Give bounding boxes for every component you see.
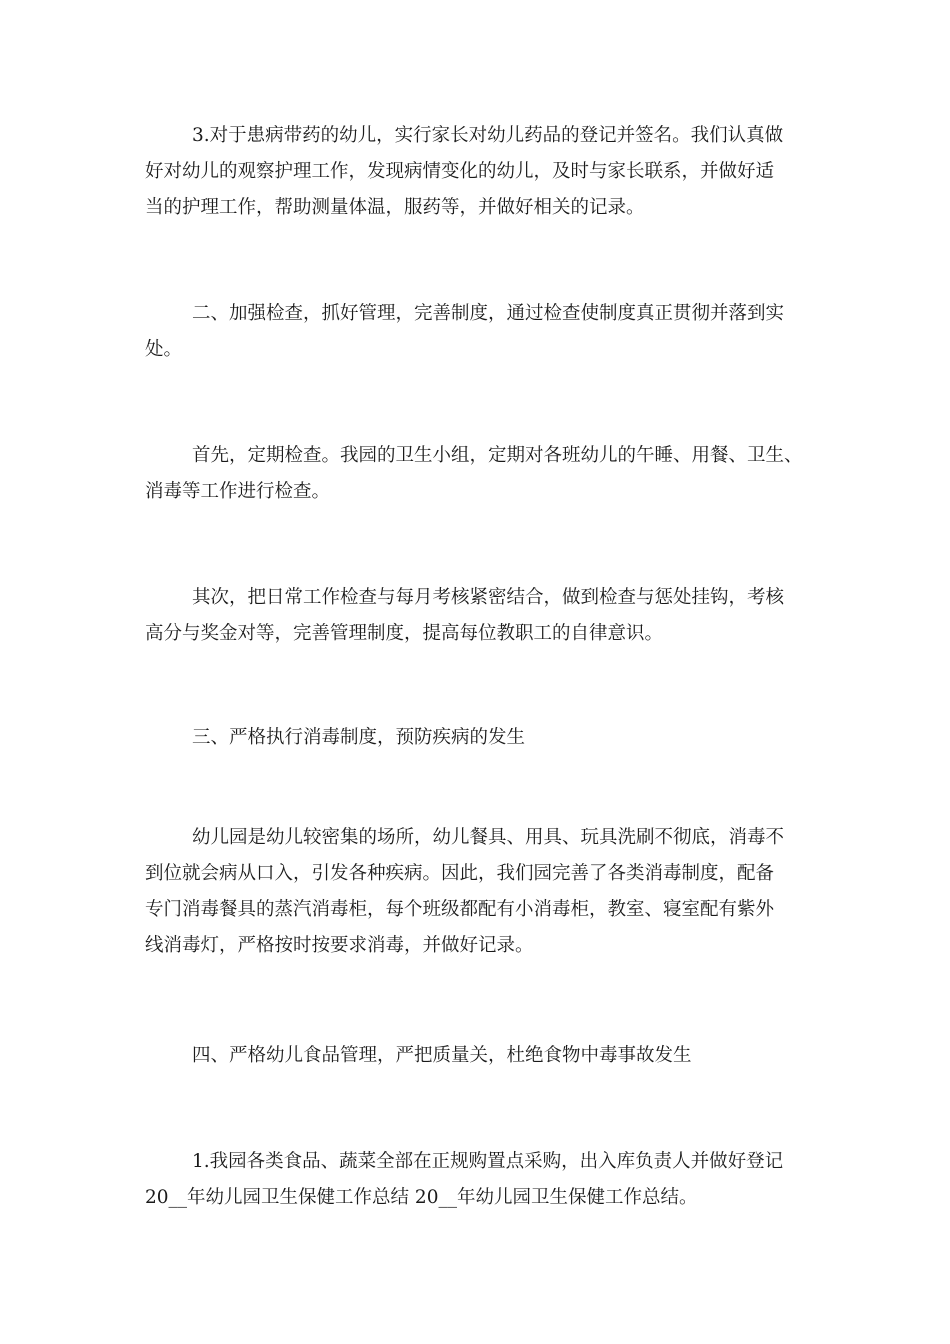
text-line: 20__年幼儿园卫生保健工作总结 20__年幼儿园卫生保健工作总结。: [145, 1187, 698, 1208]
text-line: 好对幼儿的观察护理工作，发现病情变化的幼儿，及时与家长联系，并做好适: [145, 161, 775, 182]
text-line: 专门消毒餐具的蒸汽消毒柜，每个班级都配有小消毒柜，教室、寝室配有紫外: [145, 899, 775, 920]
text-line: 四、严格幼儿食品管理，严把质量关，杜绝食物中毒事故发生: [192, 1045, 692, 1066]
text-line: 处。: [145, 339, 183, 360]
text-line: 其次，把日常工作检查与每月考核紧密结合，做到检查与惩处挂钩，考核: [192, 587, 785, 608]
text-line: 首先，定期检查。我园的卫生小组，定期对各班幼儿的午睡、用餐、卫生、: [192, 445, 803, 466]
paragraph-assessment: [145, 580, 815, 652]
text-line: 到位就会病从口入，引发各种疾病。因此，我们园完善了各类消毒制度，配备: [145, 863, 775, 884]
paragraph-regular-inspection: [145, 438, 815, 510]
text-line: 消毒等工作进行检查。: [145, 481, 331, 502]
text-line: 幼儿园是幼儿较密集的场所，幼儿餐具、用具、玩具洗刷不彻底，消毒不: [192, 827, 785, 848]
text-line: 1.我园各类食品、蔬菜全部在正规购置点采购，出入库负责人并做好登记: [192, 1151, 784, 1172]
text-line: 三、严格执行消毒制度，预防疾病的发生: [192, 727, 526, 748]
text-line: 当的护理工作，帮助测量体温，服药等，并做好相关的记录。: [145, 197, 645, 218]
paragraph-food-procurement: [145, 1144, 815, 1216]
heading-disinfection-system: [145, 720, 815, 756]
text-line: 线消毒灯，严格按时按要求消毒，并做好记录。: [145, 935, 534, 956]
heading-strengthen-inspection: [145, 296, 815, 368]
paragraph-medication-registration: [145, 118, 815, 226]
text-line: 高分与奖金对等，完善管理制度，提高每位教职工的自律意识。: [145, 623, 664, 644]
text-line: 3.对于患病带药的幼儿，实行家长对幼儿药品的登记并签名。我们认真做: [192, 125, 784, 146]
text-line: 二、加强检查，抓好管理，完善制度，通过检查使制度真正贯彻并落到实: [192, 303, 785, 324]
paragraph-disinfection-details: [145, 820, 815, 964]
heading-food-management: [145, 1038, 815, 1074]
